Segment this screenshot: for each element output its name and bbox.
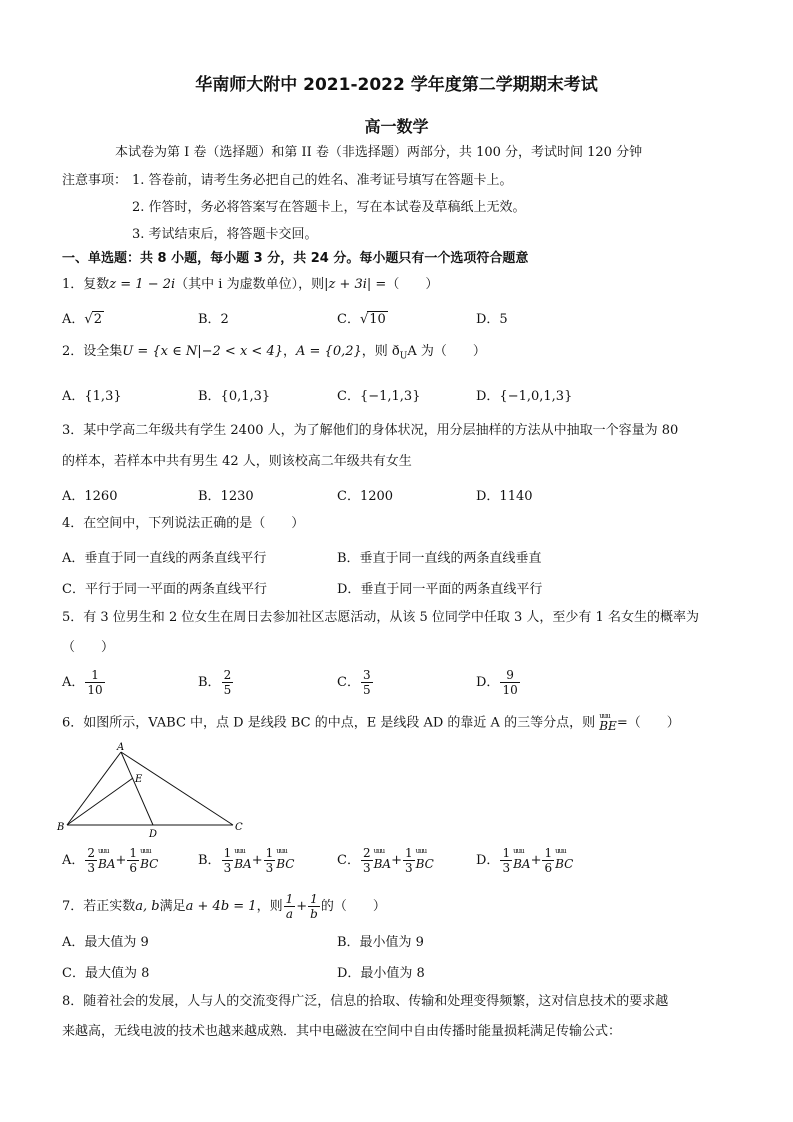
q4-option-d: D．垂直于同一平面的两条直线平行 [337, 582, 543, 597]
q2-option-b: B．{0,1,3} [198, 389, 271, 404]
fig-label-c: C [235, 822, 243, 833]
note-1: 1. 答卷前，请考生务必把自己的姓名、准考证号填写在答题卡上。 [132, 173, 513, 188]
q3-line-1: 3．某中学高二年级共有学生 2400 人，为了解他们的身体状况，用分层抽样的方法从中抽取一个容量为 80 [62, 423, 679, 438]
q6-option-b: B． $\frac{1}{3}$ uuu BA+ $\frac{1}{3}$ uuu BC [198, 846, 294, 875]
q7-stem: 7．若正实数a, b满足a + 4b = 1，则 $\frac{1}{a}$ + $\frac{1}{b}$ 的（ ） [62, 892, 386, 921]
q6-vector: uuu BE [599, 712, 617, 734]
q5-option-d: D． $\frac{9}{10}$ [476, 668, 518, 697]
q1-option-c: C．√10 [337, 312, 386, 327]
q3-line-2: 的样本，若样本中共有男生 42 人，则该校高二年级共有女生 [62, 454, 412, 469]
q7-option-c: C．最大值为 8 [62, 966, 150, 981]
q2-stem: 2．设全集U = {x ∈ N|−2 < x < 4}，A = {0,2}，则 $ð_UA$ 为（ ） [62, 344, 486, 362]
q2-set-u: U = {x ∈ N|−2 < x < 4} [122, 344, 283, 359]
q4-stem: 4．在空间中，下列说法正确的是（ ） [62, 516, 305, 531]
triangle-figure [55, 740, 255, 840]
fig-label-e: E [135, 774, 143, 785]
q3-option-c: C．1200 [337, 489, 394, 504]
q4-option-b: B．垂直于同一直线的两条直线垂直 [337, 551, 542, 566]
q3-option-d: D．1140 [476, 489, 533, 504]
q6-option-d: D． $\frac{1}{3}$ uuu BA+ $\frac{1}{6}$ uuu BC [476, 846, 573, 875]
section-heading: 一、单选题：共 8 小题，每小题 3 分，共 24 分。每小题只有一个选项符合题意 [62, 251, 529, 266]
q2-option-a: A．{1,3} [62, 389, 122, 404]
q1-stem [62, 277, 438, 293]
note-2: 2. 作答时，务必将答案写在答题卡上，写在本试卷及草稿纸上无效。 [132, 200, 526, 215]
q3-option-b: B．1230 [198, 489, 254, 504]
q5-option-c: C． $\frac{3}{5}$ [337, 668, 371, 697]
fig-label-b: B [57, 822, 65, 833]
q1-option-a: A．√2 [62, 312, 102, 327]
q6-stem: 6．如图所示，VABC 中，点 D 是线段 BC 的中点，E 是线段 AD 的靠近 A 的三等分点，则 uuu BE=（ ） [62, 712, 680, 734]
q6-option-a: A． $\frac{2}{3}$ uuu BA+ $\frac{1}{6}$ uuu BC [62, 846, 158, 875]
q1-sqrt-c: 10 [369, 312, 386, 327]
q1-option-b: B．2 [198, 312, 229, 327]
q4-option-a: A．垂直于同一直线的两条直线平行 [62, 551, 267, 566]
q5-line-1: 5．有 3 位男生和 2 位女生在周日去参加社区志愿活动，从该 5 位同学中任取 3 人，至少有 1 名女生的概率为 [62, 610, 699, 625]
q3-option-a: A．1260 [62, 489, 118, 504]
q1-text-b: （其中 i 为虚数单位），则 [175, 277, 325, 292]
exam-intro: 本试卷为第 I 卷（选择题）和第 II 卷（非选择题）两部分，共 100 分，考试时间 120 分钟 [115, 145, 643, 160]
q1-expr: z = 1 − 2i [109, 277, 176, 292]
q8-line-2: 来越高，无线电波的技术也越来越成熟．其中电磁波在空间中自由传播时能量损耗满足传输公式： [62, 1024, 622, 1039]
fig-label-d: D [149, 829, 158, 840]
q8-line-1: 8．随着社会的发展，人与人的交流变得广泛，信息的拾取、传输和处理变得频繁，这对信息技术的要求越 [62, 994, 669, 1009]
q1-text: 1．复数 [62, 277, 110, 292]
notes-label: 注意事项： [62, 173, 128, 188]
q1-option-d: D．5 [476, 312, 508, 327]
q2-option-d: D．{−1,0,1,3} [476, 389, 573, 404]
q2-option-c: C．{−1,1,3} [337, 389, 421, 404]
q5-option-b: B． $\frac{2}{5}$ [198, 668, 232, 697]
fig-label-a: A [117, 742, 125, 753]
exam-subject: 高一数学 [364, 117, 429, 136]
q7-option-a: A．最大值为 9 [62, 935, 149, 950]
q5-line-2: （ ） [62, 640, 115, 655]
q4-option-c: C．平行于同一平面的两条直线平行 [62, 582, 267, 597]
q6-option-c: C． $\frac{2}{3}$ uuu BA+ $\frac{1}{3}$ uuu BC [337, 846, 434, 875]
q1-abs: |z + 3i| = [324, 277, 387, 292]
exam-title: 华南师大附中 2021-2022 学年度第二学期期末考试 [195, 75, 598, 95]
q2-set-a: A = {0,2} [296, 344, 362, 359]
q1-sqrt: 2 [93, 312, 102, 327]
note-3: 3. 考试结束后，将答题卡交回。 [132, 227, 318, 242]
q7-option-d: D．最小值为 8 [337, 966, 425, 981]
q1-paren: （ ） [386, 277, 439, 292]
q5-option-a: A． $\frac{1}{10}$ [62, 668, 103, 697]
q7-option-b: B．最小值为 9 [337, 935, 424, 950]
